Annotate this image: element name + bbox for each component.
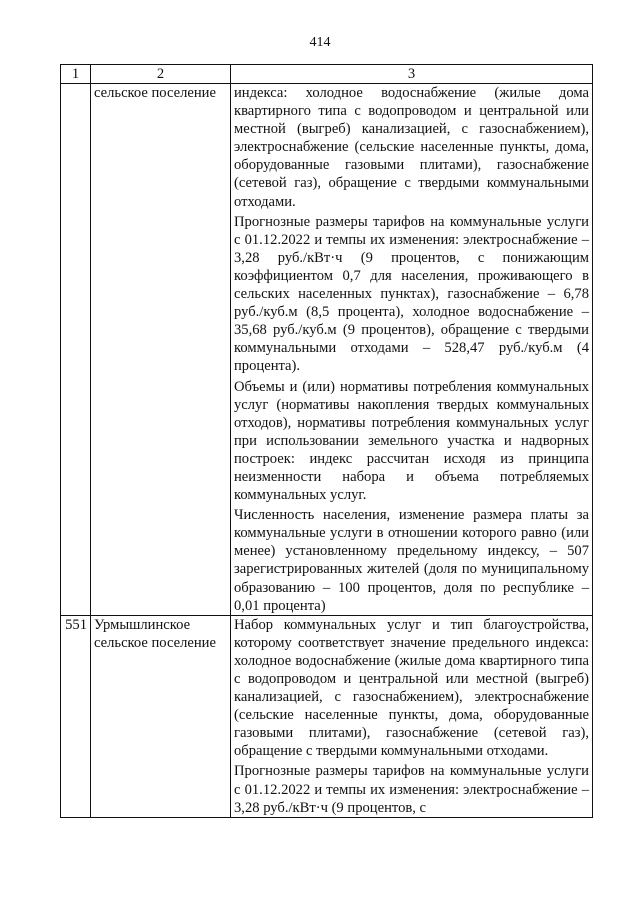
- paragraph: Набор коммунальных услуг и тип благоустройства, которому соответствует значение предельного индекса: холодное водоснабжение (жилые дома квартирного типа с водопроводом и центральной или местной (выгреб) канализацией, с газоснабжением), электроснабжение (сельские населенные пункты, дома, оборудованные газовыми плитами), газоснабжение (сетевой газ), обращение с твердыми коммунальными отходами.: [234, 616, 589, 760]
- table-header-row: [61, 65, 593, 84]
- paragraph: Объемы и (или) нормативы потребления коммунальных услуг (нормативы накопления твердых коммунальных отходов), нормативы потребления коммунальных услуг при использовании земельного участка и надворных построек: индекс рассчитан исходя из принципа неизменности набора и объема потребляемых коммунальных услуг.: [234, 378, 589, 504]
- settlement-name: сельское поселение: [91, 84, 231, 616]
- paragraph: Прогнозные размеры тарифов на коммунальные услуги с 01.12.2022 и темпы их изменения: электроснабжение – 3,28 руб./кВт·ч (9 процентов, с: [234, 763, 589, 816]
- paragraph: индекса: холодное водоснабжение (жилые дома квартирного типа с водопроводом и центральной или местной (выгреб) канализацией, с газоснабжением), электроснабжение (сельские населенные пункты, дома, оборудованные газовыми плитами), газоснабжение (сетевой газ), обращение с твердыми коммунальными отходами.: [234, 85, 589, 210]
- description-cell: [231, 615, 593, 817]
- table-row: [61, 615, 593, 817]
- column-header-1: 1: [61, 65, 91, 84]
- paragraph: Прогнозные размеры тарифов на коммунальные услуги с 01.12.2022 и темпы их изменения: электроснабжение – 3,28 руб./кВт·ч (9 процентов, с понижающим коэффициентом 0,7 для населения, проживающего в сельских населенных пунктах), газоснабжение – 6,78 руб./куб.м (8,5 процента), холодное водоснабжение – 35,68 руб./куб.м (9 процентов), обращение с твердыми коммунальными отходами – 528,47 руб./куб.м (4 процента).: [234, 213, 589, 375]
- table-row: [61, 84, 593, 616]
- column-header-3: 3: [231, 65, 593, 84]
- paragraph: Численность населения, изменение размера платы за коммунальные услуги в отношении которого равно (или менее) установленному предельному индексу, – 507 зарегистрированных жителей (доля по муниципальному образованию – 100 процентов, доля по республике – 0,01 процента): [234, 507, 589, 614]
- description-cell: [231, 84, 593, 616]
- row-number: [61, 84, 91, 616]
- data-table: [60, 64, 593, 818]
- page-number: 414: [309, 35, 331, 50]
- settlement-name: Урмышлинское сельское поселение: [91, 615, 231, 817]
- row-number: 551: [61, 615, 91, 817]
- column-header-2: 2: [91, 65, 231, 84]
